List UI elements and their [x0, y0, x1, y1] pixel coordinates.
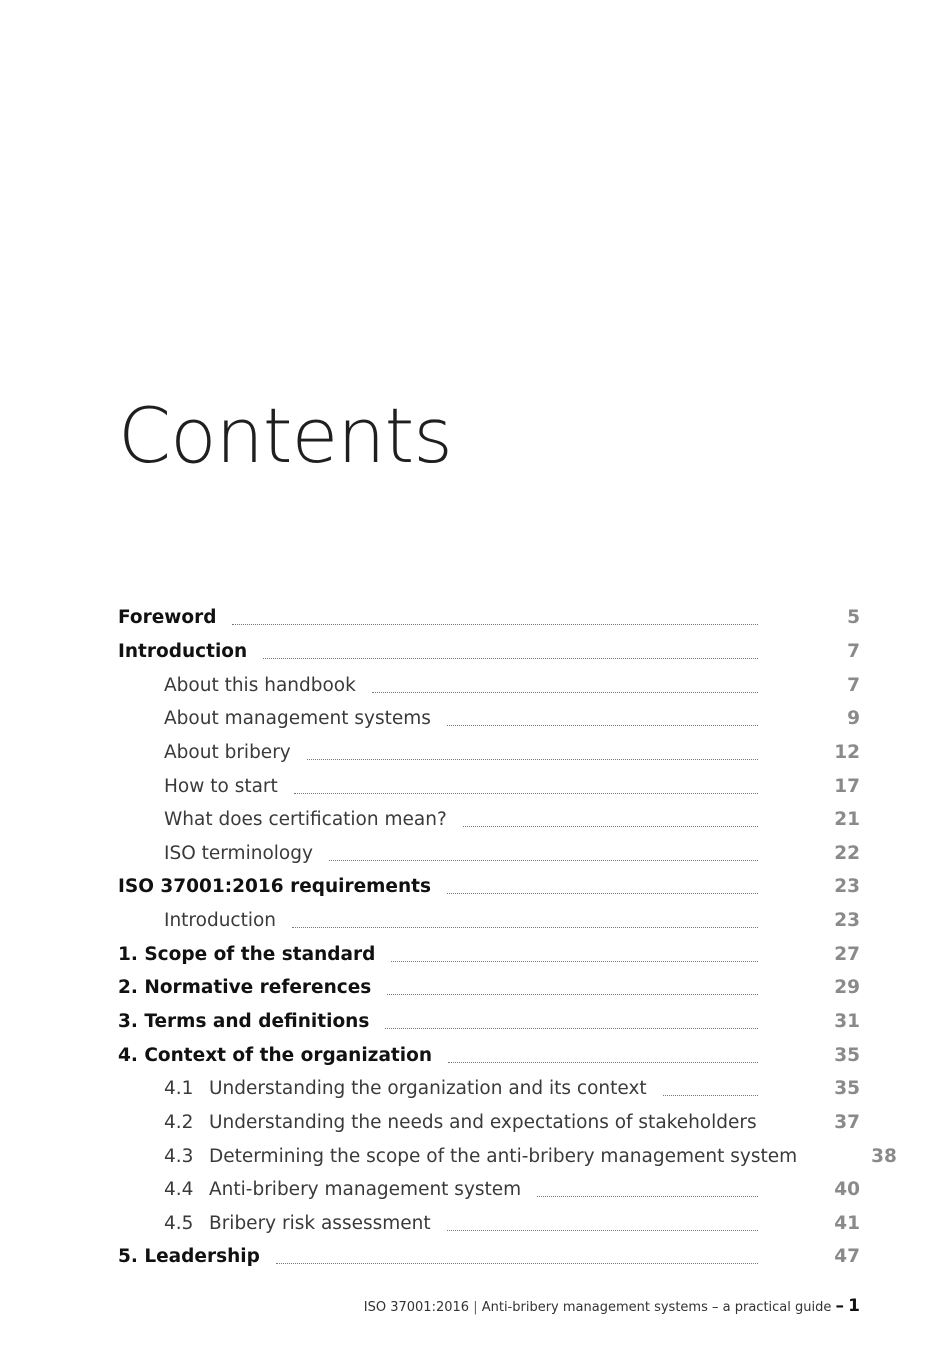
- toc-entry-number: 4.1: [164, 1078, 194, 1100]
- toc-entry[interactable]: [118, 635, 860, 669]
- dot-leader: [307, 759, 758, 760]
- toc-entry-title: [118, 1213, 431, 1234]
- toc-entry-page: 7: [847, 640, 860, 662]
- toc-entry-page: 38: [871, 1145, 897, 1167]
- toc-entry-page: 23: [834, 910, 860, 932]
- toc-entry[interactable]: [118, 769, 860, 803]
- toc-entry-page: 29: [834, 977, 860, 999]
- dot-leader: [387, 994, 758, 995]
- toc-entry-label: Understanding the needs and expectations of stakeholders: [209, 1111, 757, 1133]
- toc-entry-label: 5. Leadership: [118, 1246, 260, 1268]
- toc-entry-title: [118, 1045, 432, 1066]
- toc-entry-title: [118, 607, 216, 628]
- toc-entry-page: 9: [847, 708, 860, 730]
- toc-entry[interactable]: [118, 1072, 860, 1106]
- toc-entry[interactable]: [118, 1139, 897, 1173]
- toc-entry-page: 17: [834, 775, 860, 797]
- toc-entry[interactable]: [118, 1240, 860, 1274]
- toc-entry-title: [118, 809, 447, 830]
- toc-entry[interactable]: [118, 971, 860, 1005]
- toc-entry[interactable]: [118, 601, 860, 635]
- toc-entry-title: [118, 1078, 647, 1099]
- toc-entry-title: [118, 843, 313, 864]
- dot-leader: [294, 793, 758, 794]
- toc-entry[interactable]: [118, 702, 860, 736]
- toc-entry-page: 35: [834, 1044, 860, 1066]
- toc-entry-label: Anti-bribery management system: [209, 1179, 522, 1201]
- toc-entry-label: ISO terminology: [164, 842, 313, 864]
- toc-entry-number: 4.2: [164, 1111, 194, 1133]
- toc-entry-label: 4. Context of the organization: [118, 1044, 432, 1066]
- toc-entry[interactable]: [118, 803, 860, 837]
- toc-entry-number: 4.3: [164, 1145, 194, 1167]
- toc-entry[interactable]: [118, 1038, 860, 1072]
- toc-entry-page: 41: [834, 1212, 860, 1234]
- toc-entry[interactable]: [118, 736, 860, 770]
- toc-entry-title: [118, 1246, 260, 1267]
- dot-leader: [385, 1028, 758, 1029]
- dot-leader: [537, 1196, 758, 1197]
- toc-entry-page: 23: [834, 876, 860, 898]
- toc-entry-title: [118, 641, 247, 662]
- toc-entry-page: 35: [834, 1078, 860, 1100]
- toc-entry-label: About this handbook: [164, 674, 356, 696]
- toc-entry-page: 40: [834, 1179, 860, 1201]
- toc-entry[interactable]: [118, 904, 860, 938]
- toc-entry-label: About bribery: [164, 741, 291, 763]
- toc-entry-label: What does certification mean?: [164, 809, 447, 831]
- toc-entry-label: About management systems: [164, 708, 431, 730]
- toc-entry-label: 3. Terms and definitions: [118, 1011, 370, 1032]
- page-footer: [364, 1296, 860, 1316]
- footer-separator: |: [473, 1300, 478, 1315]
- toc-entry-page: 7: [847, 674, 860, 696]
- toc-entry[interactable]: [118, 937, 860, 971]
- dot-leader: [447, 1230, 758, 1231]
- toc-entry-title: [118, 944, 375, 965]
- toc-entry-title: [118, 1179, 521, 1200]
- toc-entry-label: Understanding the organization and its context: [209, 1078, 647, 1100]
- footer-page-number: 1: [848, 1296, 860, 1316]
- toc-entry-label: 2. Normative references: [118, 977, 372, 999]
- toc-entry-title: [118, 910, 276, 931]
- toc-entry-page: 27: [834, 943, 860, 965]
- toc-entry-number: 4.5: [164, 1212, 194, 1234]
- toc-entry-title: [118, 876, 431, 897]
- toc-entry-label: Introduction: [164, 910, 277, 932]
- toc-entry-title: [118, 776, 278, 797]
- toc-entry[interactable]: [118, 1173, 860, 1207]
- toc-entry-label: Bribery risk assessment: [209, 1212, 431, 1234]
- toc-entry[interactable]: [118, 1106, 860, 1140]
- toc-entry-label: ISO 37001:2016 requirements: [118, 876, 432, 898]
- toc-entry-page: 47: [834, 1246, 860, 1268]
- toc-entry-page: 31: [834, 1011, 860, 1032]
- toc-entry-number: 4.4: [164, 1179, 194, 1201]
- footer-dash: –: [835, 1296, 845, 1316]
- toc-entry-title: [118, 675, 356, 696]
- toc-entry-page: 12: [834, 741, 860, 763]
- toc-entry-title: [118, 708, 431, 729]
- toc-entry-title: [118, 977, 371, 998]
- toc-entry-label: Determining the scope of the anti-bribery management system: [209, 1145, 798, 1167]
- dot-leader: [663, 1095, 758, 1096]
- dot-leader: [292, 927, 758, 928]
- dot-leader: [372, 692, 758, 693]
- toc-entry-page: 21: [834, 809, 860, 831]
- toc-entry[interactable]: [118, 870, 860, 904]
- toc-entry[interactable]: [118, 836, 860, 870]
- footer-standard: ISO 37001:2016: [363, 1300, 470, 1315]
- dot-leader: [232, 624, 758, 625]
- toc-entry-page: 22: [834, 842, 860, 864]
- toc-entry[interactable]: [118, 1005, 860, 1039]
- dot-leader: [463, 826, 758, 827]
- toc-entry-title: [118, 1146, 797, 1167]
- table-of-contents: [118, 601, 897, 1274]
- toc-entry-label: How to start: [164, 775, 278, 797]
- toc-entry-title: [118, 1011, 369, 1032]
- dot-leader: [447, 893, 758, 894]
- toc-entry-page: 37: [834, 1111, 860, 1133]
- toc-entry-label: Introduction: [118, 640, 248, 662]
- dot-leader: [448, 1062, 758, 1063]
- toc-entry-label: Foreword: [118, 607, 217, 629]
- toc-entry-title: [118, 1112, 757, 1133]
- toc-entry-page: 5: [847, 607, 860, 629]
- toc-entry[interactable]: [118, 1207, 860, 1241]
- dot-leader: [276, 1263, 758, 1264]
- dot-leader: [391, 961, 758, 962]
- footer-guide-title: Anti-bribery management systems – a practical guide: [481, 1300, 832, 1315]
- toc-entry-title: [118, 742, 291, 763]
- dot-leader: [447, 725, 758, 726]
- dot-leader: [329, 860, 758, 861]
- dot-leader: [263, 658, 758, 659]
- toc-entry-label: 1. Scope of the standard: [118, 943, 376, 965]
- page-title: Contents: [118, 391, 452, 480]
- toc-entry[interactable]: [118, 668, 860, 702]
